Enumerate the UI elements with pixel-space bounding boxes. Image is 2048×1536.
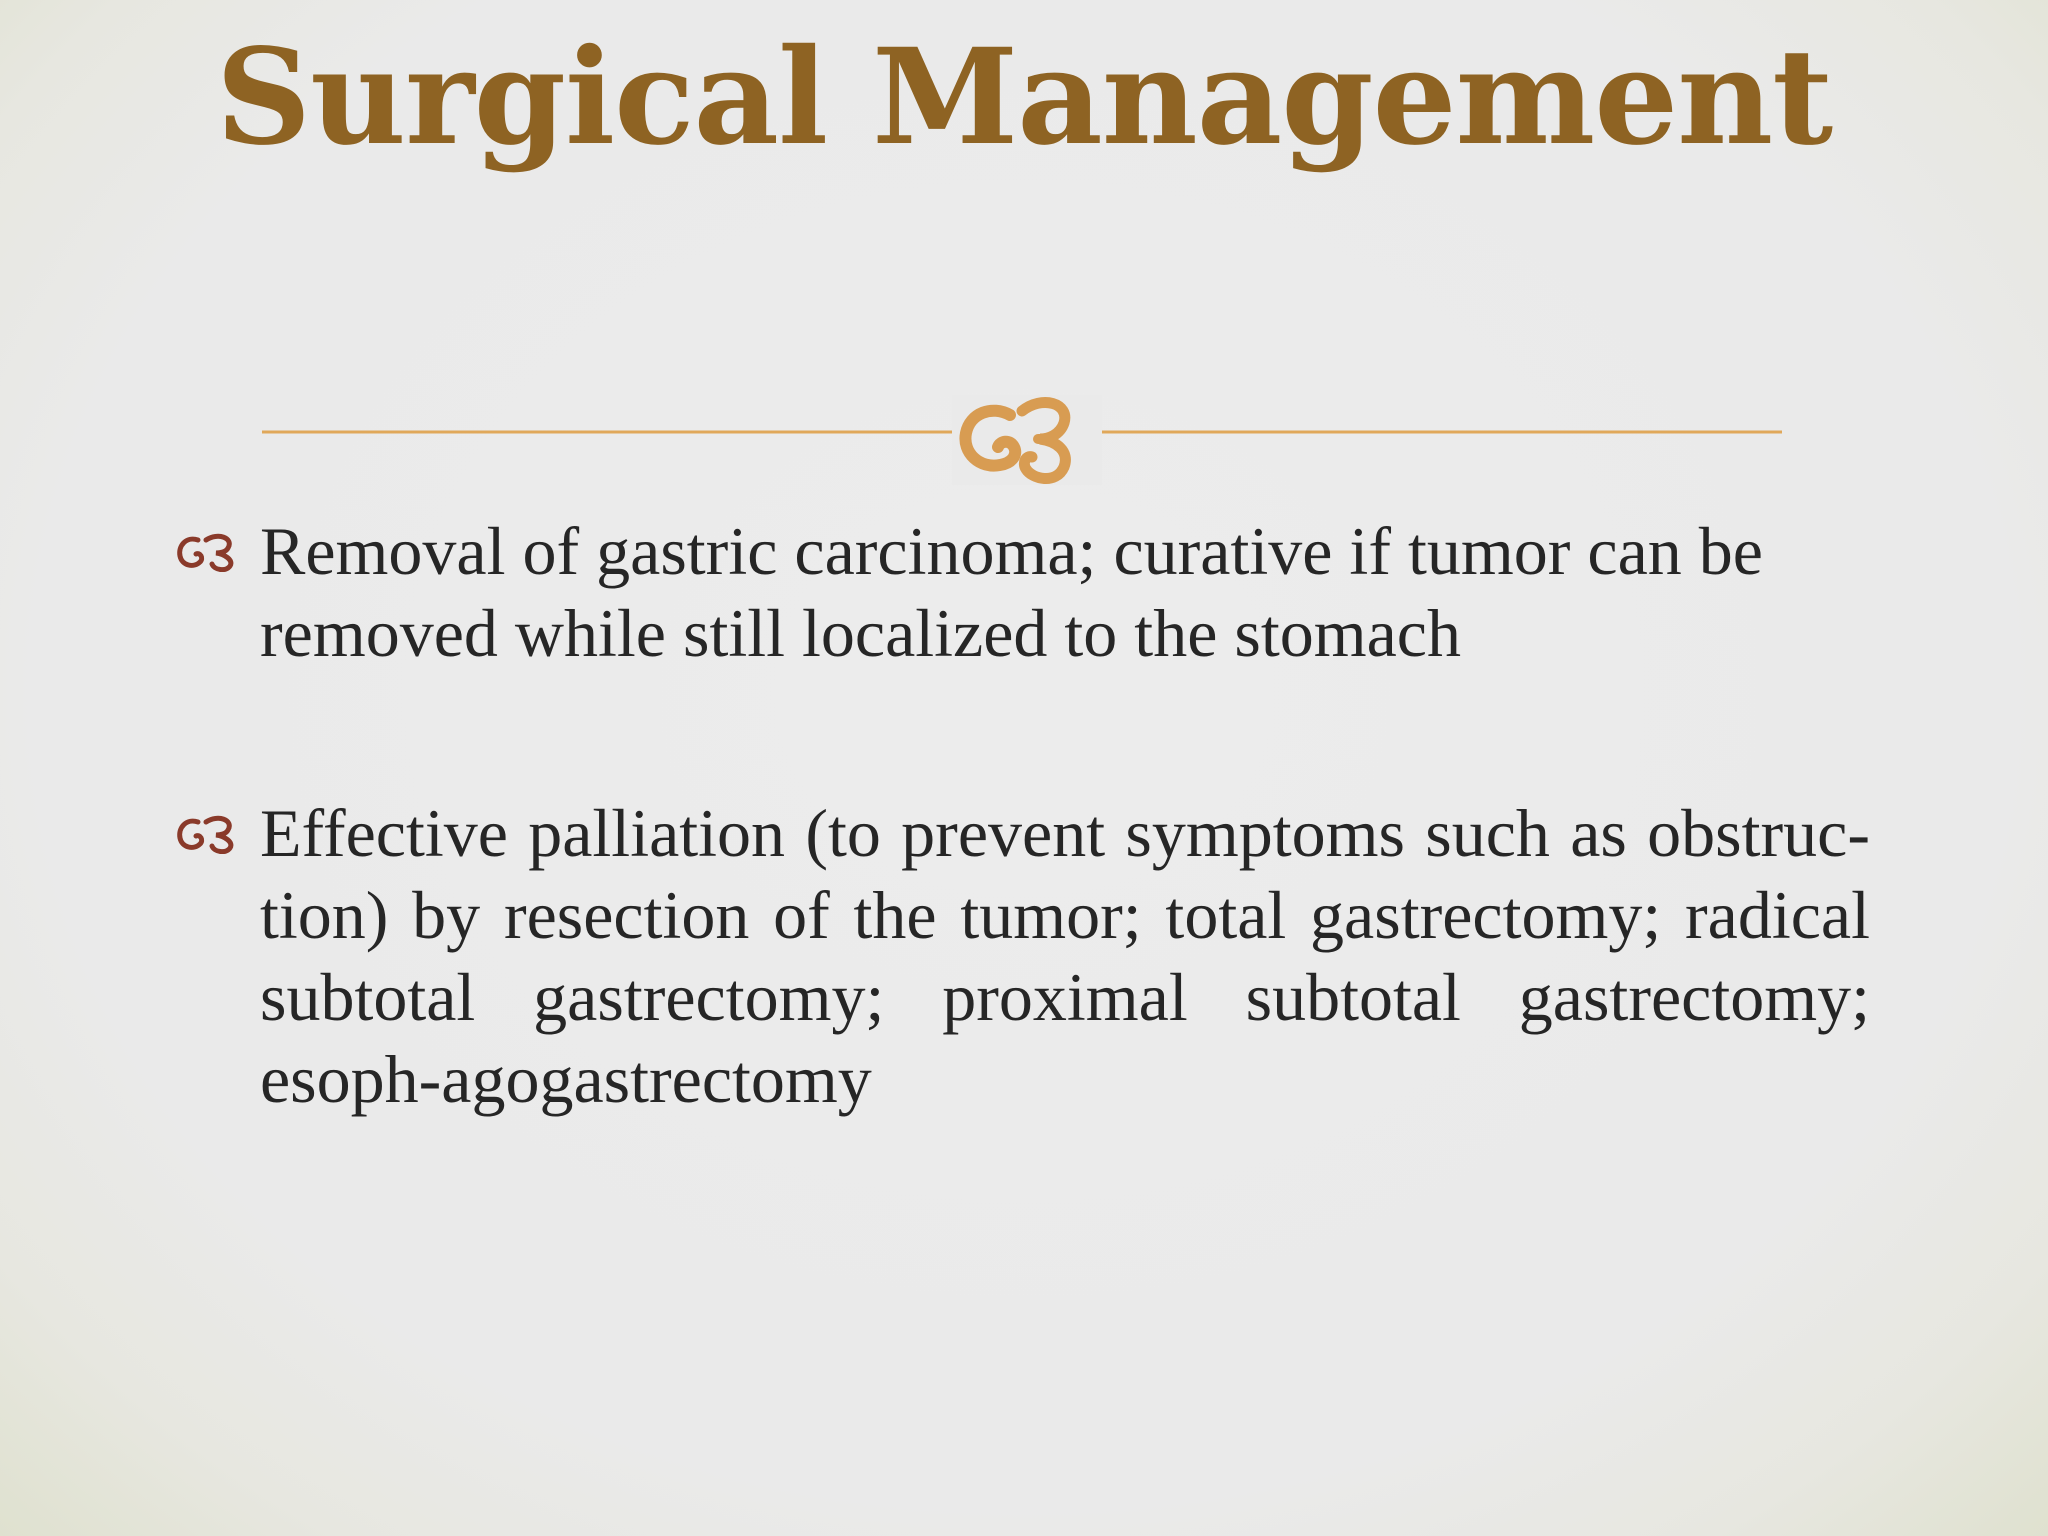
ornament-swirl-icon: [952, 395, 1102, 485]
title-divider: [262, 375, 1782, 485]
slide-title: Surgical Management: [215, 20, 1833, 175]
bullet-list: [176, 510, 1870, 1238]
ornament-bullet-icon: [176, 532, 240, 572]
list-item: [176, 792, 1870, 1120]
list-item: [176, 510, 1870, 674]
ornament-bullet-icon: [176, 814, 240, 854]
bullet-text: Removal of gastric carcinoma; curative if tumor can be removed while still localized to the stomach: [260, 513, 1763, 671]
bullet-text: Effective palliation (to prevent symptoms such as obstruc-tion) by resection of the tumor; total gastrectomy; radical subtotal gastrectomy; proximal subtotal gastrectomy; esoph-agogastrectomy: [260, 795, 1870, 1117]
